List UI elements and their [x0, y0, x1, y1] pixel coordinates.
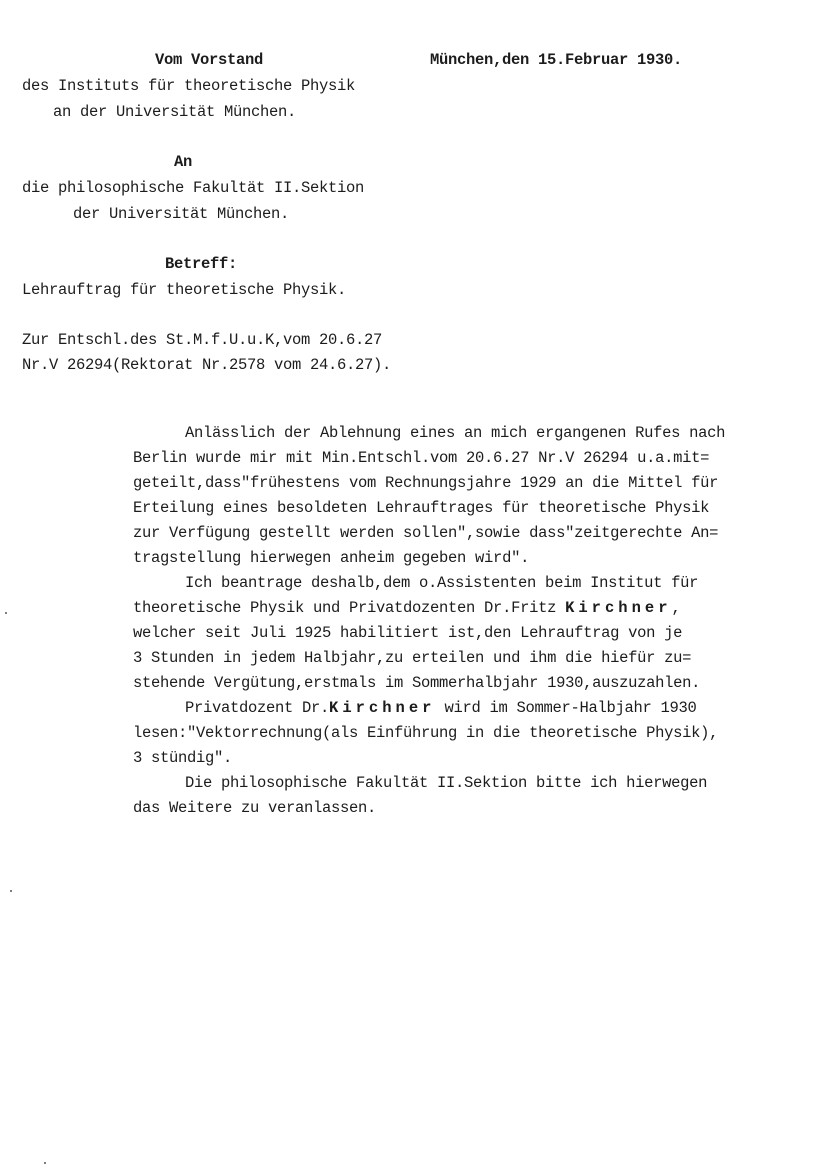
scan-speck	[10, 890, 12, 892]
reference-line-1: Zur Entschl.des St.M.f.U.u.K,vom 20.6.27	[22, 331, 383, 349]
body-p3-line-1-text: Privatdozent Dr.	[185, 699, 330, 717]
body-p4-line-1: Die philosophische Fakultät II.Sektion bitte ich hierwegen	[185, 774, 708, 792]
body-p2-line-4: 3 Stunden in jedem Halbjahr,zu erteilen und ihm die hiefür zu=	[133, 649, 692, 667]
body-p2-line-3: welcher seit Juli 1925 habilitiert ist,den Lehrauftrag von je	[133, 624, 683, 642]
body-p1-line-1: Anlässlich der Ablehnung eines an mich ergangenen Rufes nach	[185, 424, 726, 442]
body-p2-line-2-text: theoretische Physik und Privatdozenten Dr.Fritz	[133, 599, 566, 617]
body-p1-line-2: Berlin wurde mir mit Min.Entschl.vom 20.6.27 Nr.V 26294 u.a.mit=	[133, 449, 710, 467]
sender-line-3: an der Universität München.	[53, 103, 297, 121]
name-kirchner-2: Kirchner	[329, 699, 436, 717]
subject-text: Lehrauftrag für theoretische Physik.	[22, 281, 347, 299]
sender-line-1: Vom Vorstand	[155, 51, 264, 69]
body-p3-line-3: 3 stündig".	[133, 749, 233, 767]
name-kirchner: Kirchner	[565, 599, 672, 617]
subject-label: Betreff:	[165, 255, 238, 273]
recipient-to: An	[174, 153, 193, 171]
body-p2-line-5: stehende Vergütung,erstmals im Sommerhalbjahr 1930,auszuzahlen.	[133, 674, 701, 692]
body-p2-line-1: Ich beantrage deshalb,dem o.Assistenten beim Institut für	[185, 574, 699, 592]
body-p1-line-3: geteilt,dass"frühestens vom Rechnungsjahre 1929 an die Mittel für	[133, 474, 719, 492]
reference-line-2: Nr.V 26294(Rektorat Nr.2578 vom 24.6.27).	[22, 356, 392, 374]
scan-speck	[5, 612, 7, 614]
recipient-line-2: der Universität München.	[73, 205, 290, 223]
recipient-line-1: die philosophische Fakultät II.Sektion	[22, 179, 365, 197]
place-date: München,den 15.Februar 1930.	[430, 51, 683, 69]
body-p2-line-2	[133, 598, 681, 618]
body-p1-line-5: zur Verfügung gestellt werden sollen",sowie dass"zeitgerechte An=	[133, 524, 719, 542]
body-p1-line-6: tragstellung hierwegen anheim gegeben wird".	[133, 549, 530, 567]
scan-speck	[44, 1162, 46, 1164]
body-p2-line-2-comma: ,	[671, 599, 681, 617]
body-p4-line-2: das Weitere zu veranlassen.	[133, 799, 377, 817]
body-p3-line-2: lesen:"Vektorrechnung(als Einführung in die theoretische Physik),	[133, 724, 719, 742]
body-p1-line-4: Erteilung eines besoldeten Lehrauftrages für theoretische Physik	[133, 499, 710, 517]
sender-line-2: des Instituts für theoretische Physik	[22, 77, 356, 95]
body-p3-line-1-rest: wird im Sommer-Halbjahr 1930	[435, 699, 697, 717]
body-p3-line-1	[185, 698, 697, 718]
